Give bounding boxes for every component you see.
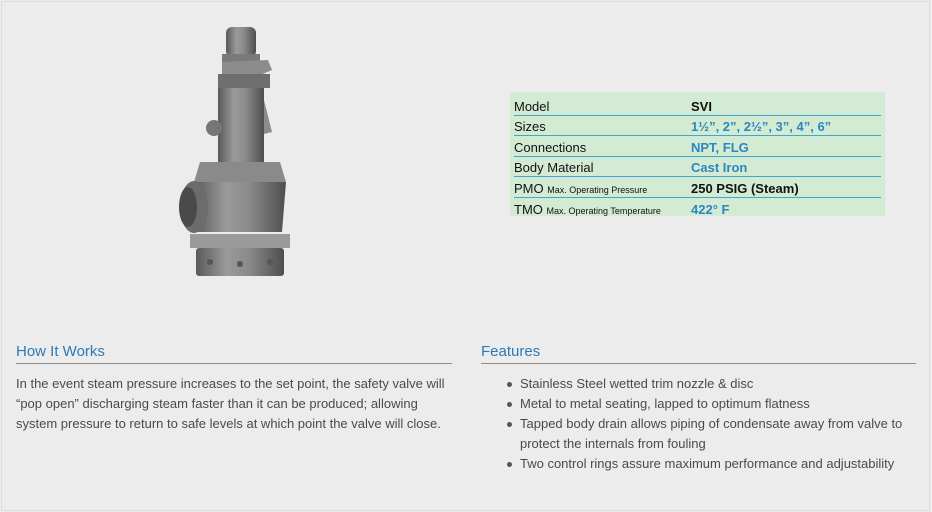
spec-row-connections: [514, 136, 881, 157]
spec-row-pmo: [514, 177, 881, 198]
spec-value: 1½”, 2”, 2½”, 3”, 4”, 6”: [691, 119, 832, 135]
spec-table: [510, 92, 885, 216]
features-section: [481, 343, 916, 474]
safety-valve-icon: [160, 22, 310, 287]
list-item: Metal to metal seating, lapped to optimum flatness: [520, 394, 916, 414]
spec-value: NPT, FLG: [691, 139, 749, 155]
section-title: How It Works: [16, 343, 452, 364]
how-it-works-section: [16, 343, 452, 434]
spec-row-model: [514, 95, 881, 116]
list-item: Tapped body drain allows piping of condensate away from valve to protect the internals from fouling: [520, 414, 916, 454]
spec-label: Body Material: [514, 160, 594, 176]
spec-value: SVI: [691, 98, 712, 114]
spec-value: Cast Iron: [691, 160, 748, 176]
list-item: Stainless Steel wetted trim nozzle & disc: [520, 374, 916, 394]
spec-sublabel: Max. Operating Pressure: [547, 184, 648, 195]
spec-label: Sizes: [514, 119, 546, 135]
spec-label: Connections: [514, 139, 587, 155]
features-list: [481, 374, 916, 474]
spec-row-body-material: [514, 157, 881, 178]
spec-label: TMO Max. Operating Temperature: [514, 201, 661, 217]
spec-value: 250 PSIG (Steam): [691, 180, 799, 196]
list-item: Two control rings assure maximum performance and adjustability: [520, 454, 916, 474]
spec-label: PMO Max. Operating Pressure: [514, 180, 648, 196]
section-title: Features: [481, 343, 916, 364]
spec-row-sizes: [514, 116, 881, 137]
spec-value: 422° F: [691, 201, 730, 217]
spec-label: Model: [514, 98, 550, 114]
section-body: In the event steam pressure increases to the set point, the safety valve will “pop open” discharging steam faster than it can be produced; allowing system pressure to return to safe levels at which point the valve will close.: [16, 376, 445, 431]
spec-sublabel: Max. Operating Temperature: [546, 205, 661, 216]
spec-row-tmo: [514, 198, 881, 218]
